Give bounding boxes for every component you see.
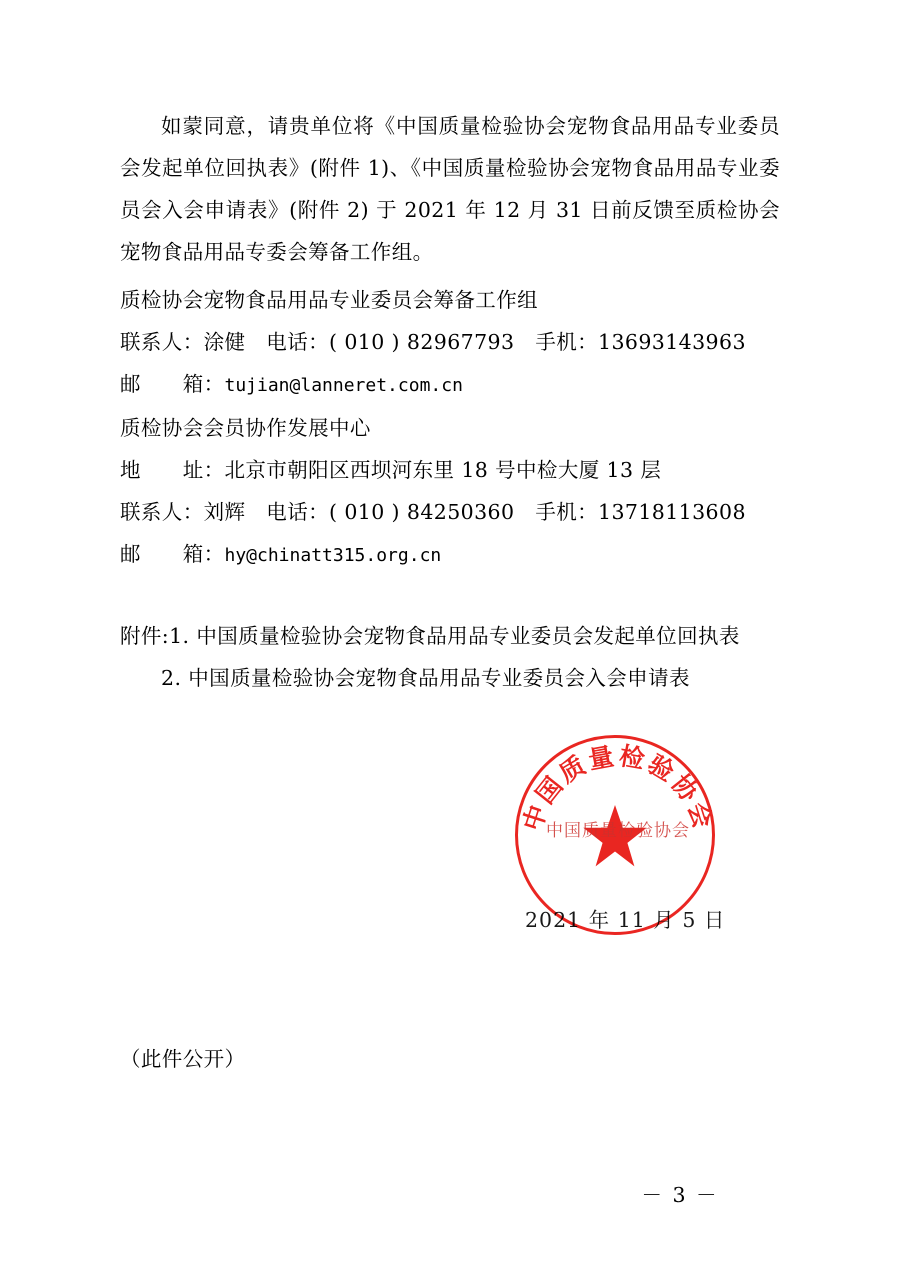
contact-email-label-1: 邮 箱：: [120, 372, 225, 396]
attachments-block: [120, 615, 780, 699]
contact-org-2: 质检协会会员协作发展中心: [120, 416, 371, 440]
contact-email-row-2: [120, 533, 780, 577]
document-content: [120, 105, 780, 699]
seal-center-label: 中国质量检验协会: [546, 821, 690, 841]
page-number: － 3 －: [641, 1183, 719, 1207]
seal-arc-label: 中国质量检验协会: [518, 741, 718, 835]
contact-email-label-2: 邮 箱：: [120, 542, 225, 566]
contact-person-2: 联系人：刘辉 电话：( 010 ) 84250360 手机：13718113608: [120, 500, 746, 524]
contact-email-value-1: tujian@lanneret.com.cn: [224, 375, 463, 396]
contact-email-value-2: hy@chinatt315.org.cn: [224, 545, 442, 566]
contact-block: [120, 279, 780, 577]
contact-address-2: 地 址：北京市朝阳区西坝河东里 18 号中检大厦 13 层: [120, 458, 662, 482]
seal-date: 2021 年 11 月 5 日: [525, 908, 726, 932]
official-seal: [505, 735, 765, 965]
contact-email-row-1: [120, 363, 780, 407]
body-paragraph: 如蒙同意，请贵单位将《中国质量检验协会宠物食品用品专业委员会发起单位回执表》(附件 1)、《中国质量检验协会宠物食品用品专业委员会入会申请表》(附件 2) 于 2021 年 12 月 31 日前反馈至质检协会宠物食品用品专委会筹备工作组。: [120, 114, 780, 264]
attachment-line-2: 2. 中国质量检验协会宠物食品用品专业委员会入会申请表: [161, 666, 690, 690]
contact-org-1: 质检协会宠物食品用品专业委员会筹备工作组: [120, 288, 538, 312]
contact-person-1: 联系人：涂健 电话：( 010 ) 82967793 手机：13693143963: [120, 330, 746, 354]
disclose-note: （此件公开）: [120, 1047, 246, 1071]
attachment-line-1: 附件:1. 中国质量检验协会宠物食品用品专业委员会发起单位回执表: [120, 624, 740, 648]
